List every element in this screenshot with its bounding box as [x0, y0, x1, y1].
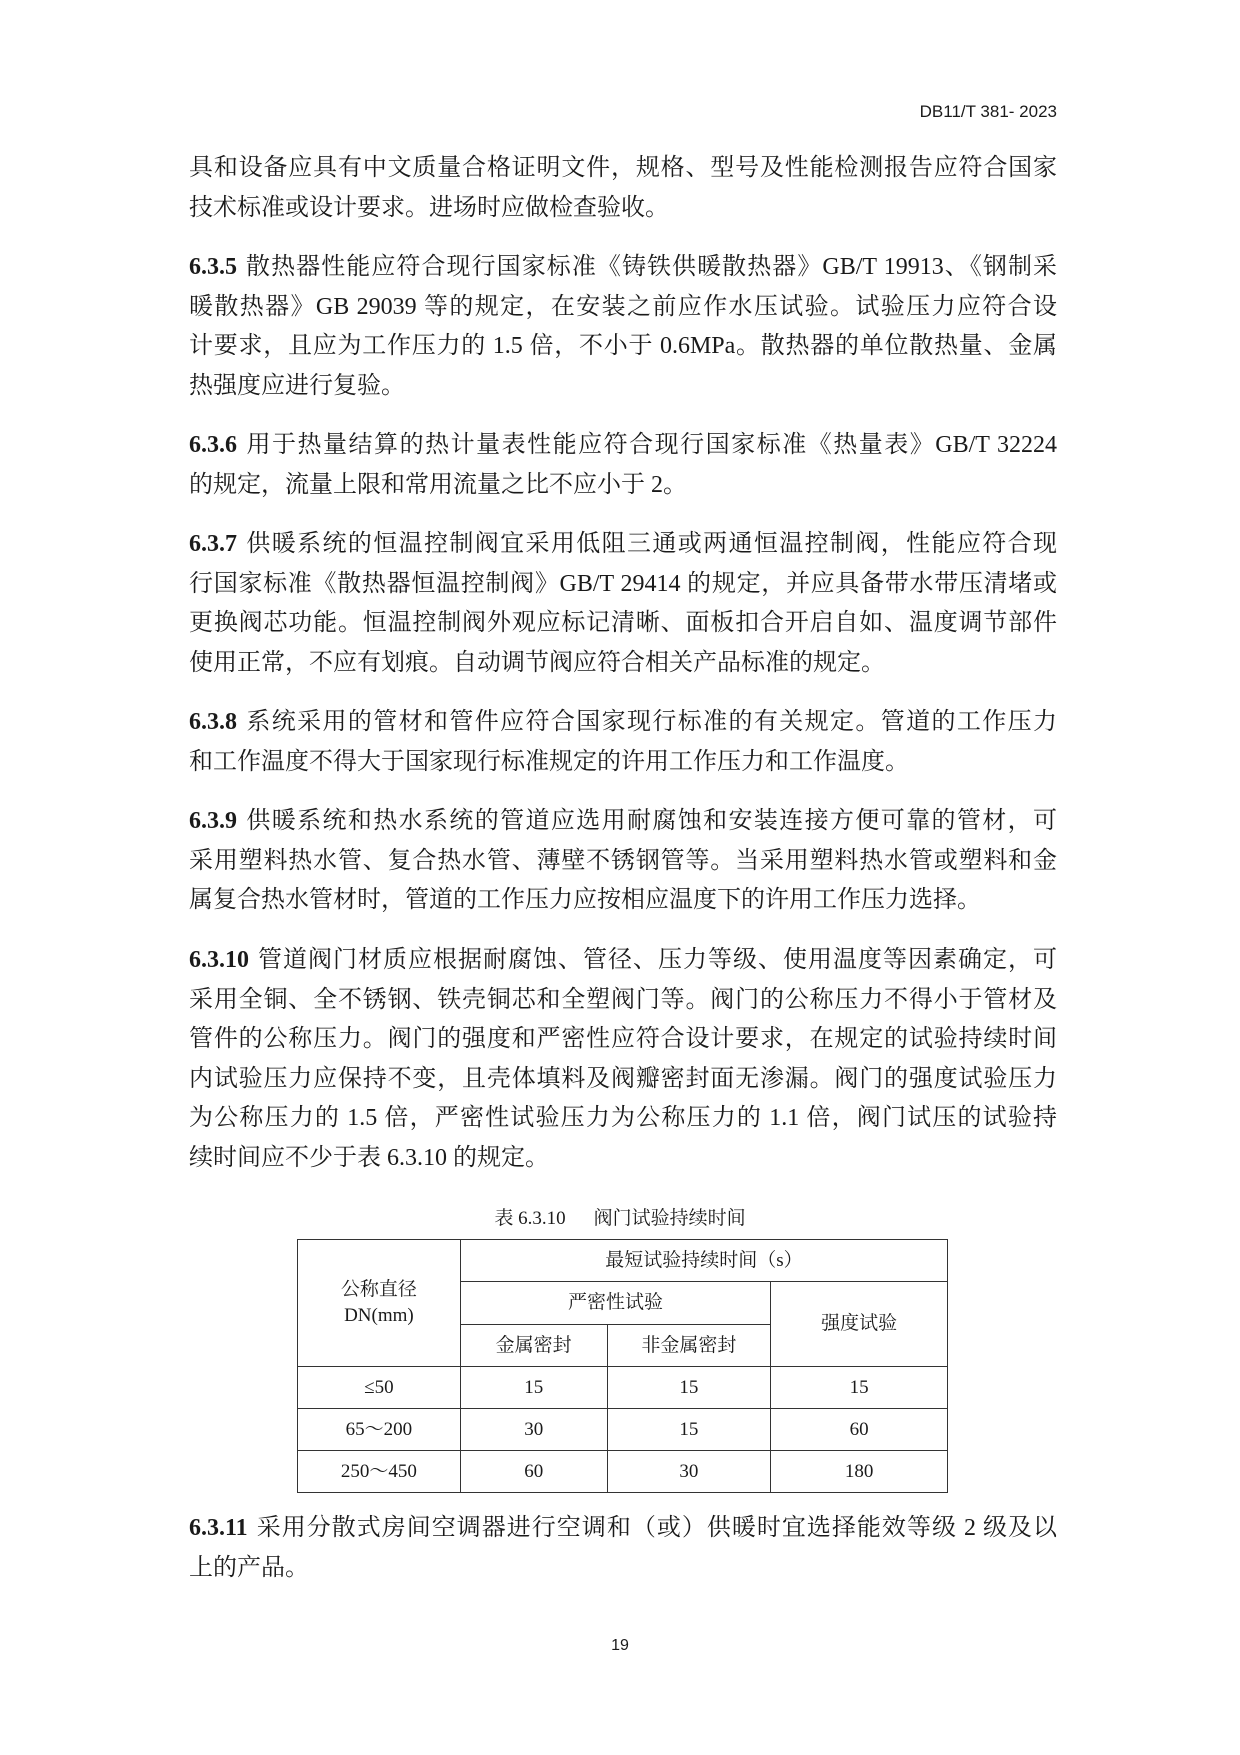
- line-text: 计要求，且应为工作压力的 1.5 倍，不小于 0.6MPa。散热器的单位散热量、金属: [189, 333, 1057, 359]
- text-line: [189, 1060, 1057, 1100]
- text-line: [189, 149, 1057, 189]
- header-dn-label: 公称直径: [340, 1279, 417, 1300]
- paragraph-6-3-5: [189, 248, 1057, 406]
- line-text: 管道阀门材质应根据耐腐蚀、管径、压力等级、使用温度等因素确定，可: [257, 947, 1057, 973]
- text-line: [189, 525, 1057, 565]
- line-text: 热强度应进行复验。: [189, 372, 405, 399]
- line-text: 用于热量结算的热计量表性能应符合现行国家标准《热量表》GB/T 32224: [245, 432, 1057, 458]
- table-row: [298, 1451, 948, 1493]
- line-text: 散热器性能应符合现行国家标准《铸铁供暖散热器》GB/T 19913、《钢制采: [245, 254, 1057, 280]
- table-title: 阀门试验持续时间: [593, 1208, 746, 1229]
- cell: 15: [607, 1367, 771, 1409]
- clause-number: 6.3.9: [189, 808, 237, 834]
- page-number: 19: [611, 1637, 629, 1654]
- text-line: [189, 466, 1057, 506]
- text-line: [189, 1020, 1057, 1060]
- header-dn-unit: DN(mm): [344, 1305, 414, 1326]
- cell: 30: [460, 1409, 607, 1451]
- header-min-duration: 最短试验持续时间（s）: [460, 1240, 947, 1282]
- text-line: [189, 1549, 1057, 1589]
- text-line: [189, 426, 1057, 466]
- clause-number: 6.3.8: [189, 709, 237, 735]
- text-line: [189, 604, 1057, 644]
- header-strength-test: 强度试验: [771, 1282, 948, 1367]
- line-text: 上的产品。: [189, 1554, 309, 1581]
- text-line: [189, 644, 1057, 684]
- line-text: 技术标准或设计要求。进场时应做检查验收。: [189, 194, 669, 221]
- text-line: [189, 743, 1057, 783]
- text-line: [189, 565, 1057, 605]
- line-text: 和工作温度不得大于国家现行标准规定的许用工作压力和工作温度。: [189, 748, 909, 775]
- paragraph-6-3-6: [189, 426, 1057, 505]
- line-text: 属复合热水管材时，管道的工作压力应按相应温度下的许用工作压力选择。: [189, 887, 981, 913]
- line-text: 行国家标准《散热器恒温控制阀》GB/T 29414 的规定，并应具备带水带压清堵或: [189, 570, 1057, 597]
- text-line: [189, 1509, 1057, 1549]
- line-text: 续时间应不少于表 6.3.10 的规定。: [189, 1144, 549, 1171]
- clause-number: 6.3.6: [189, 432, 237, 458]
- line-text: 暖散热器》GB 29039 等的规定，在安装之前应作水压试验。试验压力应符合设: [189, 293, 1057, 320]
- document-code-header: DB11/T 381- 2023: [919, 102, 1057, 121]
- line-text: 更换阀芯功能。恒温控制阀外观应标记清晰、面板扣合开启自如、温度调节部件: [189, 610, 1057, 636]
- cell: 65～200: [298, 1409, 461, 1451]
- line-text: 供暖系统的恒温控制阀宜采用低阻三通或两通恒温控制阀，性能应符合现: [245, 531, 1057, 557]
- cell: 180: [771, 1451, 948, 1493]
- clause-number: 6.3.11: [189, 1515, 248, 1541]
- clause-number: 6.3.7: [189, 531, 237, 557]
- paragraph-6-3-9: [189, 802, 1057, 921]
- text-line: [189, 703, 1057, 743]
- cell: 250～450: [298, 1451, 461, 1493]
- table-number: 表 6.3.10: [494, 1208, 566, 1229]
- header-metal-seal: 金属密封: [460, 1325, 607, 1367]
- line-text: 采用塑料热水管、复合热水管、薄壁不锈钢管等。当采用塑料热水管或塑料和金: [189, 847, 1057, 874]
- paragraph-6-3-7: [189, 525, 1057, 683]
- line-text: 系统采用的管材和管件应符合国家现行标准的有关规定。管道的工作压力: [245, 709, 1057, 735]
- line-text: 采用分散式房间空调器进行空调和（或）供暖时宜选择能效等级 2 级及以: [255, 1515, 1057, 1541]
- line-text: 采用全铜、全不锈钢、铁壳铜芯和全塑阀门等。阀门的公称压力不得小于管材及: [189, 986, 1057, 1013]
- text-line: [189, 1139, 1057, 1179]
- table-row: [298, 1409, 948, 1451]
- text-line: [189, 881, 1057, 921]
- text-line: [189, 189, 1057, 229]
- line-text: 具和设备应具有中文质量合格证明文件，规格、型号及性能检测报告应符合国家: [189, 155, 1057, 181]
- line-text: 使用正常，不应有划痕。自动调节阀应符合相关产品标准的规定。: [189, 649, 885, 676]
- text-line: [189, 941, 1057, 981]
- cell: 15: [607, 1409, 771, 1451]
- text-line: [189, 288, 1057, 328]
- text-line: [189, 1099, 1057, 1139]
- line-text: 的规定，流量上限和常用流量之比不应小于 2。: [189, 471, 687, 498]
- clause-number: 6.3.10: [189, 947, 249, 973]
- text-line: [189, 802, 1057, 842]
- cell: 60: [460, 1451, 607, 1493]
- paragraph-6-3-8: [189, 703, 1057, 782]
- cell: 30: [607, 1451, 771, 1493]
- text-line: [189, 248, 1057, 288]
- valve-test-duration-table: [297, 1239, 948, 1493]
- table-caption: [0, 1203, 1240, 1230]
- paragraph-continuation: [189, 149, 1057, 228]
- clause-number: 6.3.5: [189, 254, 237, 280]
- header-nominal-diameter: [298, 1240, 461, 1367]
- line-text: 供暖系统和热水系统的管道应选用耐腐蚀和安装连接方便可靠的管材，可: [245, 808, 1057, 834]
- line-text: 管件的公称压力。阀门的强度和严密性应符合设计要求，在规定的试验持续时间: [189, 1026, 1057, 1052]
- text-line: [189, 327, 1057, 367]
- text-line: [189, 981, 1057, 1021]
- paragraph-6-3-10: [189, 941, 1057, 1178]
- text-line: [189, 842, 1057, 882]
- text-line: [189, 367, 1057, 407]
- cell: 15: [460, 1367, 607, 1409]
- paragraph-6-3-11: [189, 1509, 1057, 1588]
- header-tightness-test: 严密性试验: [460, 1282, 770, 1325]
- table-row: [298, 1367, 948, 1409]
- line-text: 内试验压力应保持不变，且壳体填料及阀瓣密封面无渗漏。阀门的强度试验压力: [189, 1065, 1057, 1092]
- cell: 60: [771, 1409, 948, 1451]
- line-text: 为公称压力的 1.5 倍，严密性试验压力为公称压力的 1.1 倍，阀门试压的试验持: [189, 1105, 1057, 1131]
- cell: 15: [771, 1367, 948, 1409]
- header-nonmetal-seal: 非金属密封: [607, 1325, 771, 1367]
- cell: ≤50: [298, 1367, 461, 1409]
